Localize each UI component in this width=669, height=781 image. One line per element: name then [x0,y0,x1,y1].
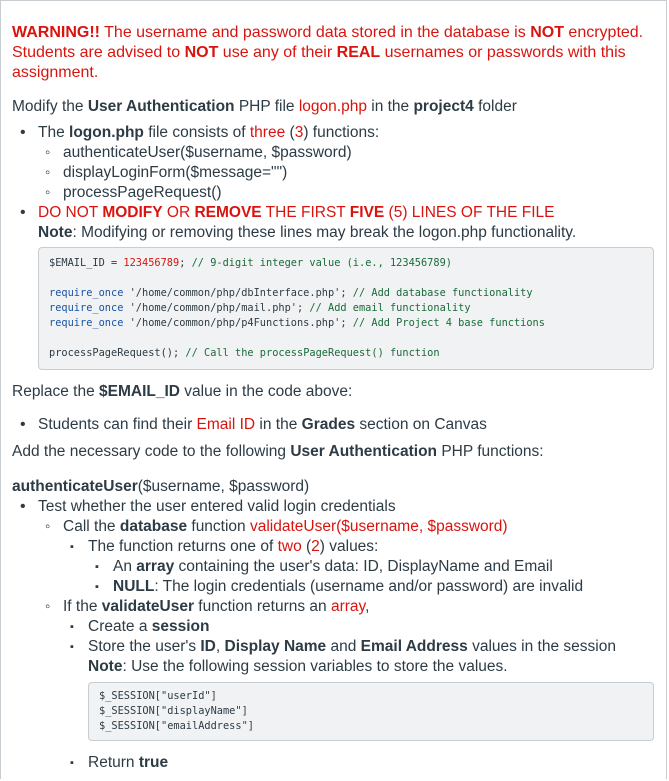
code-function: processPageRequest [49,347,161,359]
code-block[interactable] [38,247,654,370]
list-item: ◦ processPageRequest() [38,183,654,203]
bold-text: validateUser [101,598,194,615]
add-code-paragraph [12,442,654,462]
code-number: 123456789 [123,257,180,269]
list-item [12,203,654,243]
warning-text: usernames or passwords with this assignment. [12,44,626,81]
list-item: ◦ authenticateUser($username, $password) [38,143,654,163]
instructions-list [12,123,654,243]
function-list [38,143,654,203]
list-item [12,123,654,203]
bold-text: true [138,754,169,771]
code-line: $_SESSION["userId"] [99,690,217,702]
text: in the [366,98,414,115]
return-values-list [88,557,654,597]
text: Replace the [12,383,100,400]
note-label: Note [38,224,73,241]
code-string: '/home/common/php/mail.php'; [123,302,310,314]
text: DO NOT [38,204,103,221]
auth-sublist [38,517,654,773]
text: ( [301,538,312,555]
bold-text: Display Name [224,638,327,655]
grades-text: Grades [301,416,356,433]
text: Modify the [12,98,88,115]
warning-text: The username and password data stored in the database is [99,24,531,41]
warning-not: NOT [530,24,564,41]
text: , [215,638,225,655]
text: , [365,598,370,615]
code-keyword: require_once [49,287,124,299]
text: PHP file [234,98,299,115]
do-not-modify-text [38,204,555,221]
warning-label: WARNING!! [12,24,100,41]
code-string: '/home/common/php/dbInterface.php'; [123,287,353,299]
note [38,223,654,243]
note-text: : Use the following session variables to store the values. [122,658,508,675]
code-comment: // Add database functionality [352,287,533,299]
warning-paragraph [12,23,654,83]
text: value in the code above: [180,383,353,400]
text: in the [255,416,302,433]
bold-text: $EMAIL_ID [99,383,180,400]
code-token: ; [179,257,192,269]
canvas-list [12,415,654,435]
list-item: ◦ displayLoginForm($message="") [38,163,654,183]
count-word: two [277,538,302,555]
text: OR [162,204,195,221]
list-item [12,497,654,773]
code-line: $_SESSION["emailAddress"] [99,720,254,732]
text: Call the [63,518,120,535]
array-text: array [330,598,366,615]
text: Students can find their [38,416,197,433]
code-token: = [104,257,124,269]
bold-text: User Authentication [290,443,438,460]
text: function returns an [193,598,331,615]
bold-text: REMOVE [194,204,262,221]
text: Return [88,754,139,771]
bold-text: FIVE [349,204,385,221]
list-item [88,557,654,577]
text: : The login credentials (username and/or password) are invalid [154,578,584,595]
email-id-text: Email ID [196,416,256,433]
text: The [38,124,70,141]
list-item [63,617,654,637]
bold-text: Email Address [360,638,468,655]
text: ) values: [319,538,379,555]
text: Create a [88,618,152,635]
code-token: (); [160,347,186,359]
code-keyword: require_once [49,302,124,314]
text: Test whether the user entered valid login credentials [38,498,396,515]
count-number: 2 [311,538,320,555]
text: section on Canvas [355,416,487,433]
note-label: Note [88,658,123,675]
list-item [38,517,654,597]
bold-text: database [119,518,188,535]
function-heading [12,477,654,497]
list-item [88,577,654,597]
list-item [63,637,654,741]
code-comment: // Call the processPageRequest() function [185,347,440,359]
text: values in the session [467,638,616,655]
returns-list [63,537,654,597]
note [88,657,654,677]
bold-text: ID [200,638,216,655]
list-item [63,753,654,773]
text: The function returns one of [88,538,278,555]
text: An [113,558,137,575]
code-comment: // 9-digit integer value (i.e., 123456789) [191,257,452,269]
code-comment: // Add email functionality [309,302,471,314]
text: and [326,638,361,655]
folder-name: project4 [413,98,474,115]
function-call: validateUser($username, $password) [249,518,508,535]
bold-text: User Authentication [87,98,235,115]
code-string: '/home/common/php/p4Functions.php'; [123,317,353,329]
text: 5 [393,204,403,221]
bold-text: NULL [113,578,155,595]
code-comment: // Add Project 4 base functions [352,317,545,329]
bold-text: session [151,618,210,635]
function-params: ($username, $password) [137,478,310,495]
text: Store the user's [88,638,201,655]
text: folder [473,98,517,115]
warning-not: NOT [184,44,219,61]
file-name: logon.php [69,124,144,141]
list-item [38,597,654,773]
modify-paragraph [12,97,654,117]
file-name: logon.php [298,98,367,115]
count-number: 3 [294,124,304,141]
warning-real: REAL [336,44,381,61]
text: ) functions: [303,124,380,141]
code-keyword: require_once [49,317,124,329]
text: ( [384,204,394,221]
warning-text: encrypted. Students are advised to [12,24,644,61]
session-steps-list [63,617,654,773]
text: If the [63,598,102,615]
text: PHP functions: [437,443,544,460]
warning-text: use any of their [218,44,337,61]
note-text: : Modifying or removing these lines may break the logon.php functionality. [72,224,577,241]
bold-text: array [136,558,175,575]
list-item [12,415,654,435]
code-token: $EMAIL_ID [49,257,105,269]
text: containing the user's data: ID, DisplayName and Email [174,558,553,575]
bold-text: MODIFY [102,204,163,221]
text: function [187,518,250,535]
replace-paragraph [12,382,654,402]
list-item [63,537,654,597]
count-word: three [249,124,286,141]
code-line: $_SESSION["displayName"] [99,705,248,717]
text: file consists of [143,124,250,141]
text: ) LINES OF THE FILE [402,204,555,221]
text: ( [285,124,295,141]
function-name: authenticateUser [12,478,138,495]
auth-list [12,497,654,773]
text: THE FIRST [261,204,350,221]
session-code-block[interactable] [88,682,654,741]
text: Add the necessary code to the following [12,443,291,460]
